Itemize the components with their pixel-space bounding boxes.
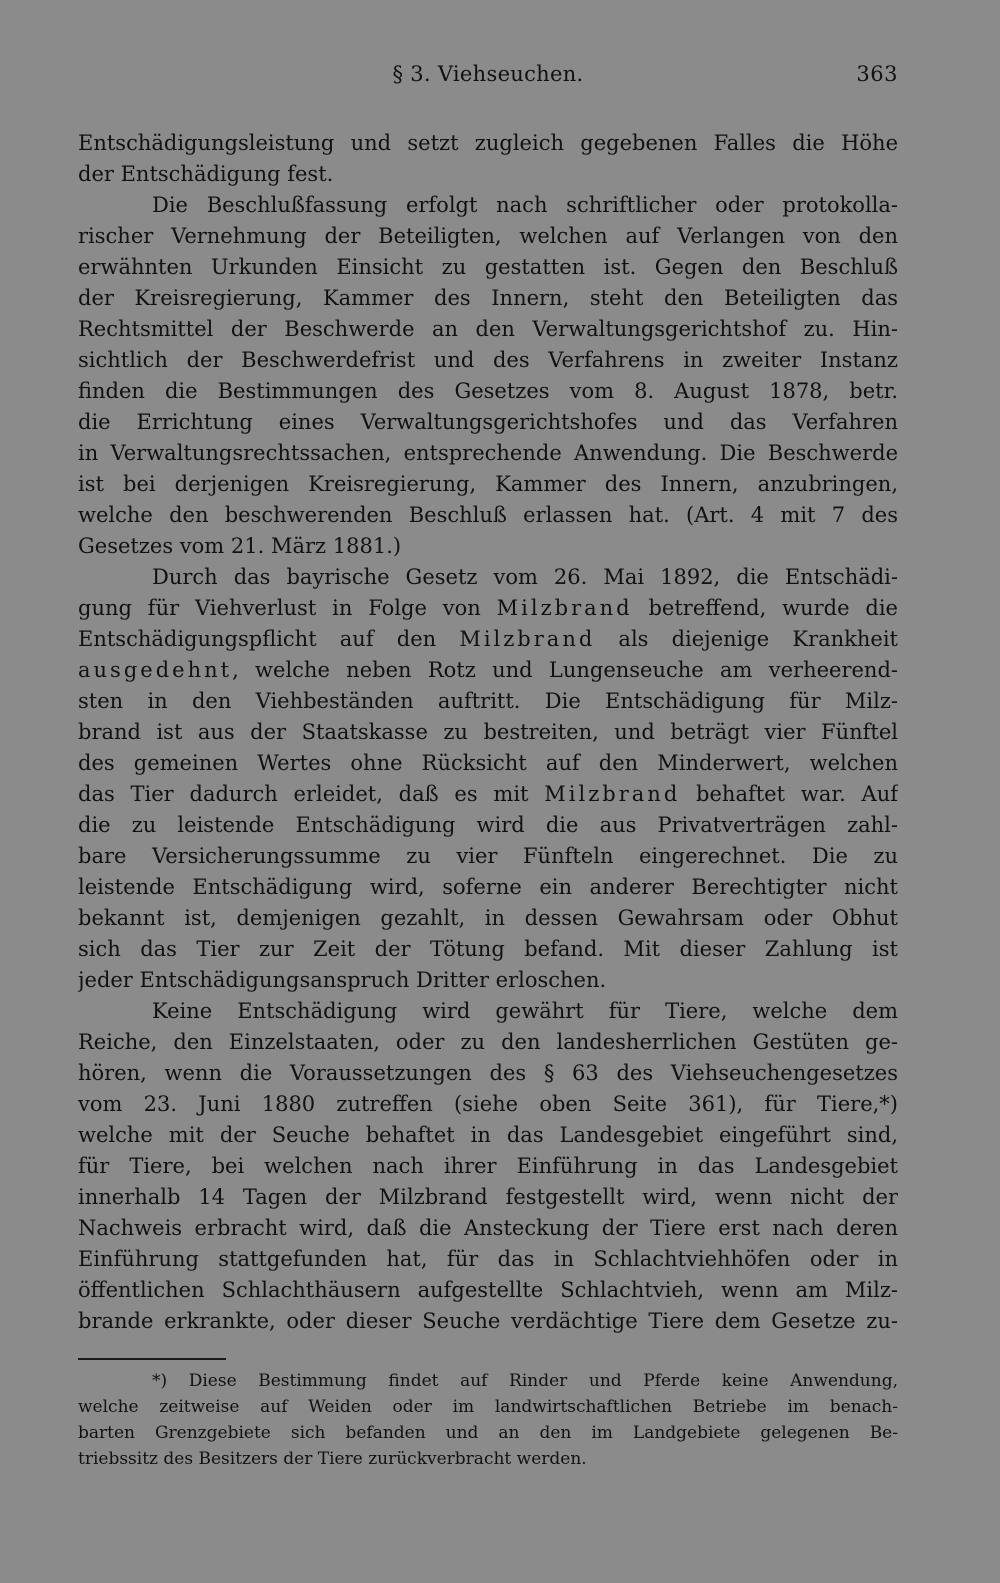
text-line: brand ist aus der Staatskasse zu bestreiten, und beträgt vier Fünftel bbox=[78, 720, 898, 744]
text-line: in Verwaltungsrechtssachen, entsprechende Anwendung. Die Beschwerde bbox=[78, 441, 898, 465]
page-number: 363 bbox=[856, 62, 898, 86]
text-line: brande erkrankte, oder dieser Seuche verdächtige Tiere dem Gesetze zu- bbox=[78, 1309, 898, 1333]
text-line: welche mit der Seuche behaftet in das Landesgebiet eingeführt sind, bbox=[78, 1123, 898, 1147]
paragraph-3 bbox=[78, 562, 898, 996]
paragraph-2 bbox=[78, 190, 898, 562]
text-line: ist bei derjenigen Kreisregierung, Kammer des Innern, anzubringen, bbox=[78, 472, 898, 496]
text-line: ausgedehnt, welche neben Rotz und Lungenseuche am verheerend- bbox=[78, 658, 898, 682]
text-line: Einführung stattgefunden hat, für das in Schlachtviehhöfen oder in bbox=[78, 1247, 898, 1271]
text-line: finden die Bestimmungen des Gesetzes vom 8. August 1878, betr. bbox=[78, 379, 898, 403]
text-line: Entschädigungspflicht auf den Milzbrand als diejenige Krankheit bbox=[78, 627, 898, 651]
text-line: innerhalb 14 Tagen der Milzbrand festgestellt wird, wenn nicht der bbox=[78, 1185, 898, 1209]
text-line: sich das Tier zur Zeit der Tötung befand. Mit dieser Zahlung ist bbox=[78, 937, 898, 961]
text-line: Entschädigungsleistung und setzt zugleich gegebenen Falles die Höhe bbox=[78, 131, 898, 155]
emphasized-word: Milzbrand bbox=[544, 782, 681, 806]
footnote-line: triebssitz des Besitzers der Tiere zurückverbracht werden. bbox=[78, 1449, 587, 1469]
footnote-line: welche zeitweise auf Weiden oder im landwirtschaftlichen Betriebe im benach- bbox=[78, 1397, 898, 1417]
text-line: Gesetzes vom 21. März 1881.) bbox=[78, 534, 402, 558]
emphasized-word: Milzbrand bbox=[496, 596, 633, 620]
text-line: sichtlich der Beschwerdefrist und des Verfahrens in zweiter Instanz bbox=[78, 348, 898, 372]
text-line: rischer Vernehmung der Beteiligten, welchen auf Verlangen von den bbox=[78, 224, 898, 248]
page-header bbox=[78, 58, 898, 90]
text-line: Die Beschlußfassung erfolgt nach schriftlicher oder protokolla- bbox=[152, 193, 898, 217]
text-line: erwähnten Urkunden Einsicht zu gestatten ist. Gegen den Beschluß bbox=[78, 255, 898, 279]
text-line: für Tiere, bei welchen nach ihrer Einführung in das Landesgebiet bbox=[78, 1154, 898, 1178]
text-line: bekannt ist, demjenigen gezahlt, in dessen Gewahrsam oder Obhut bbox=[78, 906, 898, 930]
paragraph-4 bbox=[78, 996, 898, 1337]
text-line: Durch das bayrische Gesetz vom 26. Mai 1892, die Entschädi- bbox=[152, 565, 898, 589]
text-line: die zu leistende Entschädigung wird die aus Privatverträgen zahl- bbox=[78, 813, 898, 837]
footnote-divider bbox=[78, 1358, 226, 1360]
text-line: jeder Entschädigungsanspruch Dritter erloschen. bbox=[78, 968, 607, 992]
text-line: vom 23. Juni 1880 zutreffen (siehe oben Seite 361), für Tiere,*) bbox=[78, 1092, 898, 1116]
text-line: hören, wenn die Voraussetzungen des § 63 des Viehseuchengesetzes bbox=[78, 1061, 898, 1085]
text-line: gung für Viehverlust in Folge von Milzbrand betreffend, wurde die bbox=[78, 596, 898, 620]
footnote-line: barten Grenzgebiete sich befanden und an den im Landgebiete gelegenen Be- bbox=[78, 1423, 898, 1443]
body-text bbox=[78, 128, 898, 1337]
text-line: der Entschädigung fest. bbox=[78, 162, 334, 186]
footnote-line: *) Diese Bestimmung findet auf Rinder und Pferde keine Anwendung, bbox=[152, 1371, 898, 1391]
text-line: öffentlichen Schlachthäusern aufgestellte Schlachtvieh, wenn am Milz- bbox=[78, 1278, 898, 1302]
text-line: bare Versicherungssumme zu vier Fünfteln eingerechnet. Die zu bbox=[78, 844, 898, 868]
emphasized-word: Milzbrand bbox=[459, 627, 596, 651]
emphasized-word: ausgedehnt bbox=[78, 658, 233, 682]
text-line: leistende Entschädigung wird, soferne ein anderer Berechtigter nicht bbox=[78, 875, 898, 899]
text-line: Keine Entschädigung wird gewährt für Tiere, welche dem bbox=[152, 999, 898, 1023]
text-line: des gemeinen Wertes ohne Rücksicht auf den Minderwert, welchen bbox=[78, 751, 898, 775]
text-line: der Kreisregierung, Kammer des Innern, steht den Beteiligten das bbox=[78, 286, 898, 310]
text-line: Reiche, den Einzelstaaten, oder zu den landesherrlichen Gestüten ge- bbox=[78, 1030, 898, 1054]
text-line: Rechtsmittel der Beschwerde an den Verwaltungsgerichtshof zu. Hin- bbox=[78, 317, 898, 341]
text-line: welche den beschwerenden Beschluß erlassen hat. (Art. 4 mit 7 des bbox=[78, 503, 898, 527]
text-line: sten in den Viehbeständen auftritt. Die Entschädigung für Milz- bbox=[78, 689, 898, 713]
running-title: § 3. Viehseuchen. bbox=[392, 62, 584, 86]
footnote bbox=[78, 1368, 898, 1472]
text-line: die Errichtung eines Verwaltungsgerichtshofes und das Verfahren bbox=[78, 410, 898, 434]
paragraph-1 bbox=[78, 128, 898, 190]
text-line: Nachweis erbracht wird, daß die Ansteckung der Tiere erst nach deren bbox=[78, 1216, 898, 1240]
text-line: das Tier dadurch erleidet, daß es mit Milzbrand behaftet war. Auf bbox=[78, 782, 898, 806]
